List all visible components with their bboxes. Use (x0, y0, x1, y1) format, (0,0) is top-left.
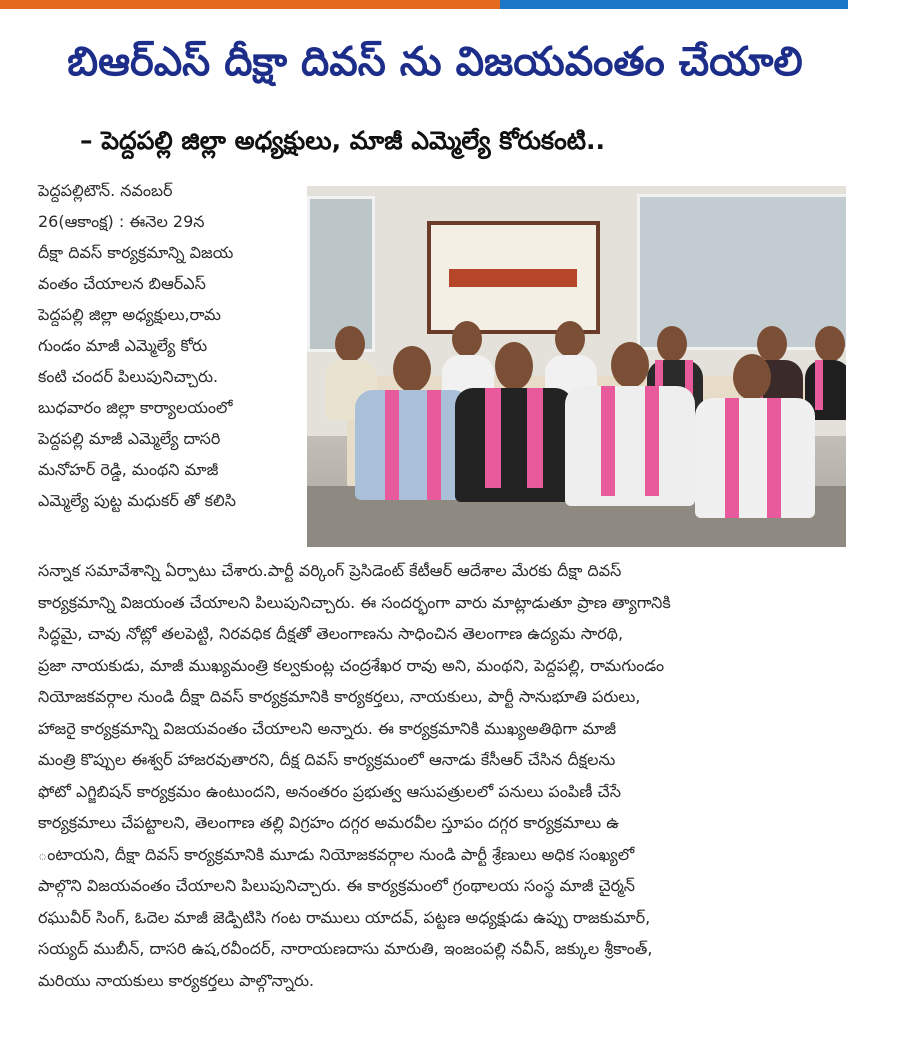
lead-line: పెద్దపల్లి జిల్లా అధ్యక్షులు,రామ (38, 305, 221, 324)
body-line: రఘువీర్ సింగ్, ఓదెల మాజీ జెడ్పిటిసి గంట రాములు యాదవ్, పట్టణ అధ్యక్షుడు ఉప్పు రాజకుమార్, (38, 907, 651, 927)
lead-line: బుధవారం జిల్లా కార్యాలయంలో (38, 398, 233, 417)
body-line: ప్రజా నాయకుడు, మాజీ ముఖ్యమంత్రి కల్వకుంట్ల చంద్రశేఖర రావు అని, మంథని, పెద్దపల్లి, రామగుండం (38, 655, 665, 675)
lead-line: ఎమ్మెల్యే పుట్ట మధుకర్ తో కలిసి (38, 491, 236, 510)
plaque-ribbon (449, 269, 577, 287)
headline: బిఆర్ఎస్ దీక్షా దివస్ ను విజయవంతం చేయాలి (67, 39, 803, 85)
top-bar-orange-segment (0, 0, 500, 9)
lead-line: గుండం మాజీ ఎమ్మెల్యే కోరు (38, 336, 208, 355)
body-line: మరియు నాయకులు కార్యకర్తలు పాల్గొన్నారు. (38, 970, 315, 990)
lead-column (38, 175, 298, 516)
body-line: మంత్రి కొప్పుల ఈశ్వర్ హాజరవుతారని, దీక్ష దివస్ కార్యక్రమంలో ఆనాడు కేసీఆర్ చేసిన దీక్షలను (38, 750, 616, 769)
body-line: సిద్ధమై, చావు నోట్లో తలపెట్టి, నిరవధిక దీక్షతో తెలంగాణను సాధించిన తెలంగాణ ఉద్యమ సారథి, (38, 624, 624, 643)
lead-line: మనోహర్ రెడ్డి, మంథని మాజీ (38, 460, 219, 479)
body-line: నియోజకవర్గాల నుండి దీక్షా దివస్ కార్యక్రమానికి కార్యకర్తలు, నాయకులు, పార్టీ సానుభూతి పరులు, (38, 687, 641, 706)
photo-plaque (427, 221, 600, 334)
lead-line: కంటి చందర్ పిలుపునిచ్చారు. (38, 367, 219, 386)
lead-line: 26(ఆకాంక్ష) : ఈనెల 29న (38, 212, 205, 231)
article-body (38, 555, 858, 996)
subheadline: – పెద్దపల్లి జిల్లా అధ్యక్షులు, మాజీ ఎమ్మెల్యే కోరుకంటి.. (80, 126, 606, 155)
body-line: ంటాయని, దీక్షా దివస్ కార్యక్రమానికి మూడు నియోజకవర్గాల నుండి పార్టీ శ్రేణులు అధిక సంఖ్యలో (38, 844, 635, 864)
body-line: సయ్యద్ ముబీన్, దాసరి ఉష,రవీందర్, నారాయణదాసు మారుతి, ఇంజంపల్లి నవీన్, జక్కుల శ్రీకాంత్, (38, 939, 653, 958)
lead-line: వంతం చేయాలన బిఆర్ఎస్ (38, 274, 206, 293)
body-line: ఫోటో ఎగ్జిబిషన్ కార్యక్రమం ఉంటుందని, అనంతరం ప్రభుత్వ ఆసుపత్రులలో పనులు పంపిణీ చేసే (38, 781, 621, 801)
body-line: పాల్గొని విజయవంతం చేయాలని పిలుపునిచ్చారు. ఈ కార్యక్రమంలో గ్రంథాలయ సంస్థ మాజీ చైర్మన్ (38, 876, 635, 895)
body-line: కార్యక్రమాన్ని విజయంత చేయాలని పిలుపునిచ్చారు. ఈ సందర్భంగా వారు మాట్లాడుతూ ప్రాణ త్యాగానికి (38, 592, 671, 612)
body-line: హాజరై కార్యక్రమాన్ని విజయవంతం చేయాలని అన్నారు. ఈ కార్యక్రమానికి ముఖ్యఅతిథిగా మాజీ (38, 718, 617, 738)
news-photo (307, 186, 846, 547)
top-color-bar (0, 0, 848, 9)
lead-line: పెద్దపల్లి మాజీ ఎమ్మెల్యే దాసరి (38, 429, 221, 448)
lead-line: దీక్షా దివస్ కార్యక్రమాన్ని విజయ (38, 243, 234, 262)
body-line: సన్నాక సమావేశాన్ని ఏర్పాటు చేశారు.పార్టీ వర్కింగ్ ప్రెసిడెంట్ కేటీఆర్ ఆదేశాల మేరకు దీక్షా దివస్ (38, 561, 622, 580)
body-line: కార్యక్రమాలు చేపట్టాలని, తెలంగాణ తల్లి విగ్రహం దగ్గర అమరవీల స్తూపం దగ్గర కార్యక్రమాలు ఉ (38, 813, 620, 832)
lead-line: పెద్దపల్లిటౌన్. నవంబర్ (38, 181, 173, 200)
top-bar-blue-segment (500, 0, 848, 9)
